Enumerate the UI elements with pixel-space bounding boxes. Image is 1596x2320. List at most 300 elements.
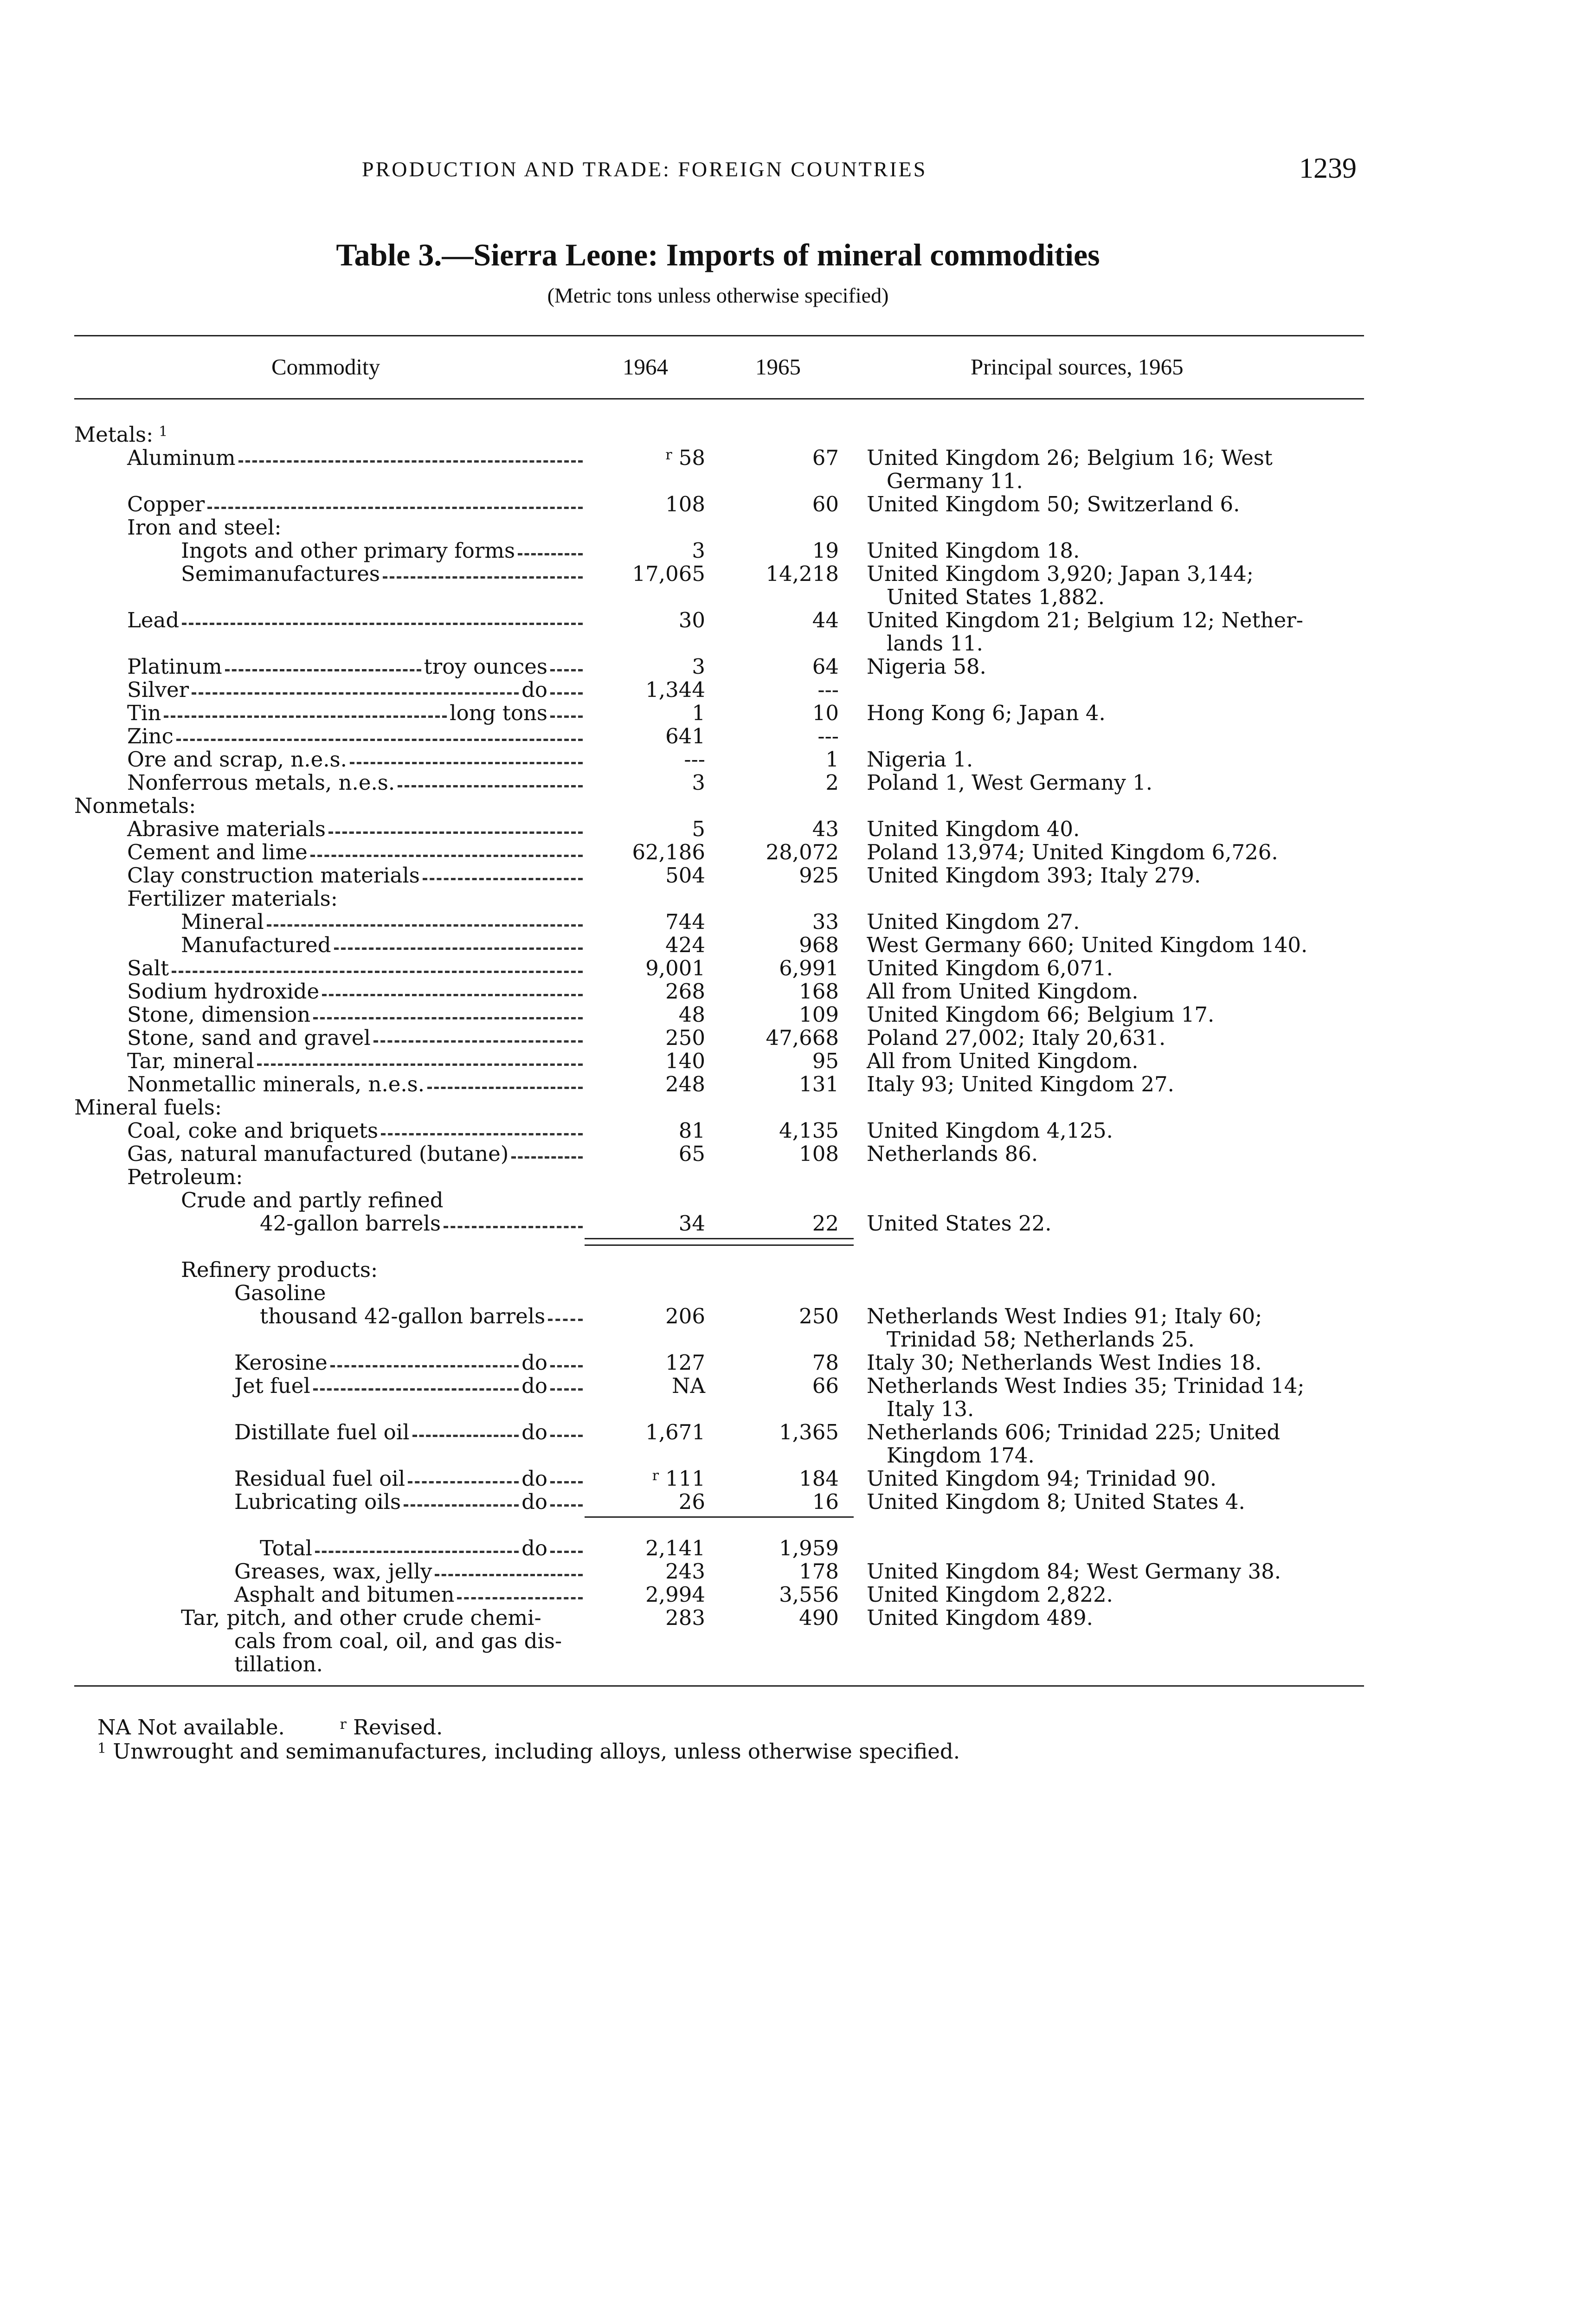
commodity-name: Asphalt and bitumen [234,1582,455,1607]
value-1964 [665,934,705,957]
unit-label: do [521,1350,547,1375]
value-1964-text: --- [684,747,705,772]
commodity-name: Kerosine [234,1350,328,1375]
value-1965: 10 [812,701,839,725]
table-row [0,841,1596,864]
value-1965: 66 [812,1373,839,1398]
row-label [127,609,586,632]
row-label [234,1630,562,1653]
dot-leader [257,1063,583,1066]
table-body [0,423,1596,1676]
principal-sources: United Kingdom 8; United States 4. [867,1489,1245,1514]
commodity-name: Mineral [181,909,264,934]
value-1965: 64 [812,654,839,679]
principal-sources: United Kingdom 66; Belgium 17. [867,1002,1215,1027]
unit-label: long tons [450,701,547,725]
value-1965: 1,365 [779,1420,839,1444]
principal-sources: United Kingdom 489. [867,1605,1093,1630]
value-1965: 16 [812,1489,839,1514]
table-row [0,1328,1596,1351]
commodity-name: Lead [127,608,180,632]
commodity-name: Fertilizer materials: [127,886,338,911]
value-1964 [679,1490,705,1514]
value-1964 [665,725,705,748]
value-1964-text: 81 [678,1118,705,1143]
footnote-1: Unwrought and semimanufactures, including alloys, unless otherwise specified. [113,1739,960,1764]
row-label [234,1374,586,1398]
commodity-name: Nonferrous metals, n.e.s. [127,770,395,795]
value-1965: 178 [799,1559,839,1584]
header-rule [74,398,1364,400]
principal-sources: United Kingdom 40. [867,817,1080,841]
value-1964-text: 3 [692,538,705,563]
dot-leader [322,994,583,996]
principal-sources: All from United Kingdom. [867,979,1139,1004]
table-title: Table 3.—Sierra Leone: Imports of mineral commodities [336,237,1100,272]
row-label [127,446,586,470]
dot-leader [182,623,583,625]
row-label [181,1258,378,1282]
commodity-name: Lubricating oils [234,1489,401,1514]
value-1964-text: 744 [665,909,705,934]
table-row [0,446,1596,470]
dot-leader [172,971,583,973]
value-1964 [665,980,705,1003]
table-row [0,1351,1596,1374]
value-1964 [652,1467,705,1490]
value-1964 [645,957,705,980]
dot-leader [310,855,583,857]
commodity-name: thousand 42-gallon barrels [260,1304,546,1328]
row-label [127,818,586,841]
unit-label: do [521,1373,547,1398]
dot-leader [315,1551,519,1553]
commodity-name: Sodium hydroxide [127,979,320,1004]
commodity-name: Copper [127,492,205,516]
row-label [234,1560,586,1583]
value-1964 [645,1537,705,1560]
value-1964 [679,1142,705,1166]
value-1964-text: 62,186 [632,840,705,864]
dot-leader [207,507,583,509]
value-1964 [645,678,705,702]
unit-label: troy ounces [424,654,547,679]
value-1964 [679,1003,705,1026]
row-label [234,1653,323,1676]
value-1964 [692,539,705,562]
table-row [0,957,1596,980]
row-label [127,516,282,539]
principal-sources: United Kingdom 26; Belgium 16; West [867,445,1273,470]
value-1964-text: 5 [692,817,705,841]
row-label [127,1050,586,1073]
dot-leader [238,460,583,463]
commodity-name: Nonmetallic minerals, n.e.s. [127,1072,425,1096]
value-1964-text: 48 [678,1002,705,1027]
value-1964-text: 65 [678,1141,705,1166]
dot-leader [313,1388,519,1391]
principal-sources: United Kingdom 84; West Germany 38. [867,1559,1281,1584]
row-label [234,1421,586,1444]
table-row [0,1374,1596,1398]
table-row [0,934,1596,957]
row-label [127,1026,586,1050]
value-1965: 131 [799,1072,839,1096]
table-row [0,1050,1596,1073]
value-1965: 19 [812,538,839,563]
table-row [0,678,1596,702]
table-row [0,1606,1596,1630]
principal-sources: United Kingdom 27. [867,909,1080,934]
dot-leader [176,739,583,741]
value-1964 [632,841,705,864]
table-row [0,864,1596,887]
value-1965: --- [817,677,839,702]
row-label [127,887,338,910]
value-1964-text: 504 [665,863,705,888]
table-row [0,1444,1596,1467]
value-1964 [692,655,705,678]
principal-sources: United Kingdom 18. [867,538,1080,563]
principal-sources: Italy 30; Netherlands West Indies 18. [867,1350,1262,1375]
value-1964-text: 111 [665,1466,705,1491]
principal-sources: United Kingdom 21; Belgium 12; Nether- [867,608,1303,632]
row-label [127,702,586,725]
dot-leader [412,1435,519,1437]
principal-sources: West Germany 660; United Kingdom 140. [867,933,1308,957]
dot-leader [313,1017,583,1019]
value-1964-text: 9,001 [645,956,705,980]
value-1964-text: 206 [665,1304,705,1328]
table-row [0,1189,1596,1212]
table-row [0,1282,1596,1305]
value-1964-text: 1,671 [645,1420,705,1444]
table-row [0,470,1596,493]
table-row [0,1467,1596,1490]
value-1965: 60 [812,492,839,516]
row-label [127,748,586,771]
table-row [0,1583,1596,1606]
footnote-ref: 1 [159,424,168,440]
value-1965: 1,959 [779,1536,839,1560]
top-rule [74,335,1364,336]
commodity-name: Residual fuel oil [234,1466,405,1491]
value-1964 [632,562,705,586]
value-1965: 78 [812,1350,839,1375]
principal-sources: United Kingdom 50; Switzerland 6. [867,492,1240,516]
principal-sources: United Kingdom 4,125. [867,1118,1113,1143]
unit-label: do [521,1536,547,1560]
table-row [0,609,1596,632]
dot-leader [404,1504,519,1507]
value-1965: 33 [812,909,839,934]
row-label [127,841,586,864]
table-row [0,1490,1596,1514]
principal-sources: United States 22. [867,1211,1052,1236]
dot-leader [550,1481,583,1483]
row-label [181,910,586,934]
row-label [127,493,586,516]
dot-leader [267,924,583,927]
row-label [260,1537,586,1560]
value-1964 [679,609,705,632]
footnote-line-2 [97,1740,960,1764]
principal-sources: Trinidad 58; Netherlands 25. [867,1327,1195,1352]
row-label [127,1142,586,1166]
principal-sources: Netherlands West Indies 35; Trinidad 14; [867,1373,1305,1398]
value-1965: 4,135 [779,1118,839,1143]
footnote-revised-mark: r [340,1716,347,1733]
dot-leader [550,1388,583,1391]
principal-sources: United Kingdom 3,920; Japan 3,144; [867,561,1254,586]
table-row [0,423,1596,446]
commodity-name: Nonmetals: [74,793,196,818]
revised-mark: r [665,447,672,463]
value-1965: --- [817,724,839,748]
footnote-na: NA Not available. [97,1715,285,1740]
value-1964 [665,446,705,470]
value-1964-text: NA [672,1373,705,1398]
value-1964 [665,864,705,887]
value-1964 [665,1026,705,1050]
unit-label: do [521,1420,547,1444]
table-row [0,1073,1596,1096]
value-1964 [679,1119,705,1142]
row-label [127,957,586,980]
value-1964 [665,1073,705,1096]
table-row [0,655,1596,678]
commodity-name: Abrasive materials [127,817,326,841]
value-1964-text: 58 [678,445,705,470]
principal-sources: Netherlands 86. [867,1141,1038,1166]
value-1965: 47,668 [766,1025,839,1050]
dot-leader [550,669,583,671]
principal-sources: Hong Kong 6; Japan 4. [867,701,1106,725]
principal-sources: United States 1,882. [867,585,1105,609]
table-row [0,539,1596,562]
principal-sources: Italy 93; United Kingdom 27. [867,1072,1174,1096]
table-row [0,1096,1596,1119]
dot-leader [225,669,421,671]
value-1964 [645,1583,705,1606]
value-1965: 2 [825,770,839,795]
row-label [127,1073,586,1096]
sum-rule [585,1244,854,1246]
footnote-1-mark: 1 [97,1740,107,1757]
unit-label: do [521,1489,547,1514]
unit-label: do [521,677,547,702]
table-row [0,910,1596,934]
row-label [127,678,586,702]
row-label [74,423,167,446]
commodity-name: cals from coal, oil, and gas dis- [234,1629,562,1653]
commodity-name: Zinc [127,724,174,748]
sum-rule [585,1516,854,1518]
commodity-name: Semimanufactures [181,561,380,586]
row-label [127,725,586,748]
value-1965: 28,072 [766,840,839,864]
page-number: 1239 [1299,153,1357,184]
value-1964-text: 1 [692,701,705,725]
row-label [234,1351,586,1374]
footnote-line-1 [97,1715,960,1740]
commodity-name: Ore and scrap, n.e.s. [127,747,347,772]
dot-leader [408,1481,519,1483]
dot-leader [398,785,583,787]
value-1964-text: 268 [665,979,705,1004]
table-row [0,1003,1596,1026]
value-1964-text: 424 [665,933,705,957]
footnotes [97,1715,960,1764]
value-1964-text: 34 [678,1211,705,1236]
table-row [0,1398,1596,1421]
value-1964-text: 127 [665,1350,705,1375]
row-label [181,1606,541,1630]
table-row [0,887,1596,910]
value-1964 [665,1351,705,1374]
principal-sources: Nigeria 1. [867,747,973,772]
value-1965: 490 [799,1605,839,1630]
commodity-name: Distillate fuel oil [234,1420,410,1444]
table-row [0,1537,1596,1560]
dot-leader [444,1226,583,1228]
value-1965: 184 [799,1466,839,1491]
principal-sources: lands 11. [867,631,983,656]
table-row [0,516,1596,539]
table-row [0,702,1596,725]
dot-leader [548,1319,583,1321]
running-head: PRODUCTION AND TRADE: FOREIGN COUNTRIES [362,157,927,181]
table-row [0,1258,1596,1282]
value-1965: 44 [812,608,839,632]
value-1964 [645,1421,705,1444]
principal-sources: Germany 11. [867,469,1023,493]
value-1965: 108 [799,1141,839,1166]
table-row [0,1212,1596,1235]
row-label [234,1467,586,1490]
commodity-name: Iron and steel: [127,515,282,540]
principal-sources: United Kingdom 2,822. [867,1582,1113,1607]
row-label [127,1119,586,1142]
principal-sources: Netherlands West Indies 91; Italy 60; [867,1304,1262,1328]
value-1965: 6,991 [779,956,839,980]
table-row [0,1421,1596,1444]
table-row [0,1119,1596,1142]
value-1964-text: 3 [692,654,705,679]
value-1965: 1 [825,747,839,772]
dot-leader [427,1087,583,1089]
sum-rule [585,1238,854,1239]
value-1964 [672,1374,705,1398]
table-row [0,818,1596,841]
dot-leader [383,576,583,579]
commodity-name: Cement and lime [127,840,308,864]
row-label [181,539,586,562]
dot-leader [550,1435,583,1437]
row-label [74,794,196,818]
value-1964-text: 26 [678,1489,705,1514]
table-row [0,586,1596,609]
dot-leader [550,1504,583,1507]
dot-leader [330,1365,519,1367]
table-row [0,980,1596,1003]
value-1964 [692,702,705,725]
row-label [127,1003,586,1026]
row-label [127,655,586,678]
value-1965: 3,556 [779,1582,839,1607]
table-row [0,493,1596,516]
value-1964-text: 283 [665,1605,705,1630]
dot-leader [518,553,583,555]
value-1965: 95 [812,1049,839,1073]
value-1965: 250 [799,1304,839,1328]
row-label [260,1305,586,1328]
dot-leader [550,692,583,695]
value-1964-text: 641 [665,724,705,748]
table-row [0,725,1596,748]
dot-leader [350,762,583,764]
value-1964-text: 140 [665,1049,705,1073]
dot-leader [423,878,583,880]
dot-leader [164,715,447,718]
value-1964 [665,1560,705,1583]
principal-sources: Nigeria 58. [867,654,986,679]
commodity-name: tillation. [234,1652,323,1676]
value-1964-text: 30 [678,608,705,632]
commodity-name: Metals: [74,422,154,447]
footnote-revised: Revised. [353,1715,443,1740]
dot-leader [192,692,519,695]
value-1964-text: 243 [665,1559,705,1584]
header-commodity: Commodity [271,354,380,380]
dot-leader [550,1551,583,1553]
row-label [260,1212,586,1235]
principal-sources: United Kingdom 6,071. [867,956,1113,980]
value-1965: 168 [799,979,839,1004]
table-row [0,1166,1596,1189]
row-label [234,1282,326,1305]
commodity-name: Petroleum: [127,1165,243,1189]
commodity-name: Tar, pitch, and other crude chemi- [181,1605,541,1630]
value-1964-text: 250 [665,1025,705,1050]
commodity-name: Refinery products: [181,1257,378,1282]
table-row [0,794,1596,818]
principal-sources: Kingdom 174. [867,1443,1035,1468]
principal-sources: Italy 13. [867,1397,974,1421]
dot-leader [550,1365,583,1367]
value-1964 [665,1305,705,1328]
commodity-name: Jet fuel [234,1373,310,1398]
principal-sources: Netherlands 606; Trinidad 225; United [867,1420,1281,1444]
table-row [0,1630,1596,1653]
principal-sources: United Kingdom 94; Trinidad 90. [867,1466,1217,1491]
commodity-name: Tin [127,701,161,725]
dot-leader [334,947,583,950]
commodity-name: Aluminum [127,445,236,470]
principal-sources: All from United Kingdom. [867,1049,1139,1073]
table-row [0,632,1596,655]
value-1965: 968 [799,933,839,957]
row-label [234,1490,586,1514]
principal-sources: United Kingdom 393; Italy 279. [867,863,1201,888]
principal-sources: Poland 1, West Germany 1. [867,770,1153,795]
principal-sources: Poland 13,974; United Kingdom 6,726. [867,840,1278,864]
dot-leader [328,831,583,834]
commodity-name: Gasoline [234,1281,326,1305]
commodity-name: Coal, coke and briquets [127,1118,379,1143]
table-row [0,1560,1596,1583]
revised-mark: r [652,1468,659,1484]
